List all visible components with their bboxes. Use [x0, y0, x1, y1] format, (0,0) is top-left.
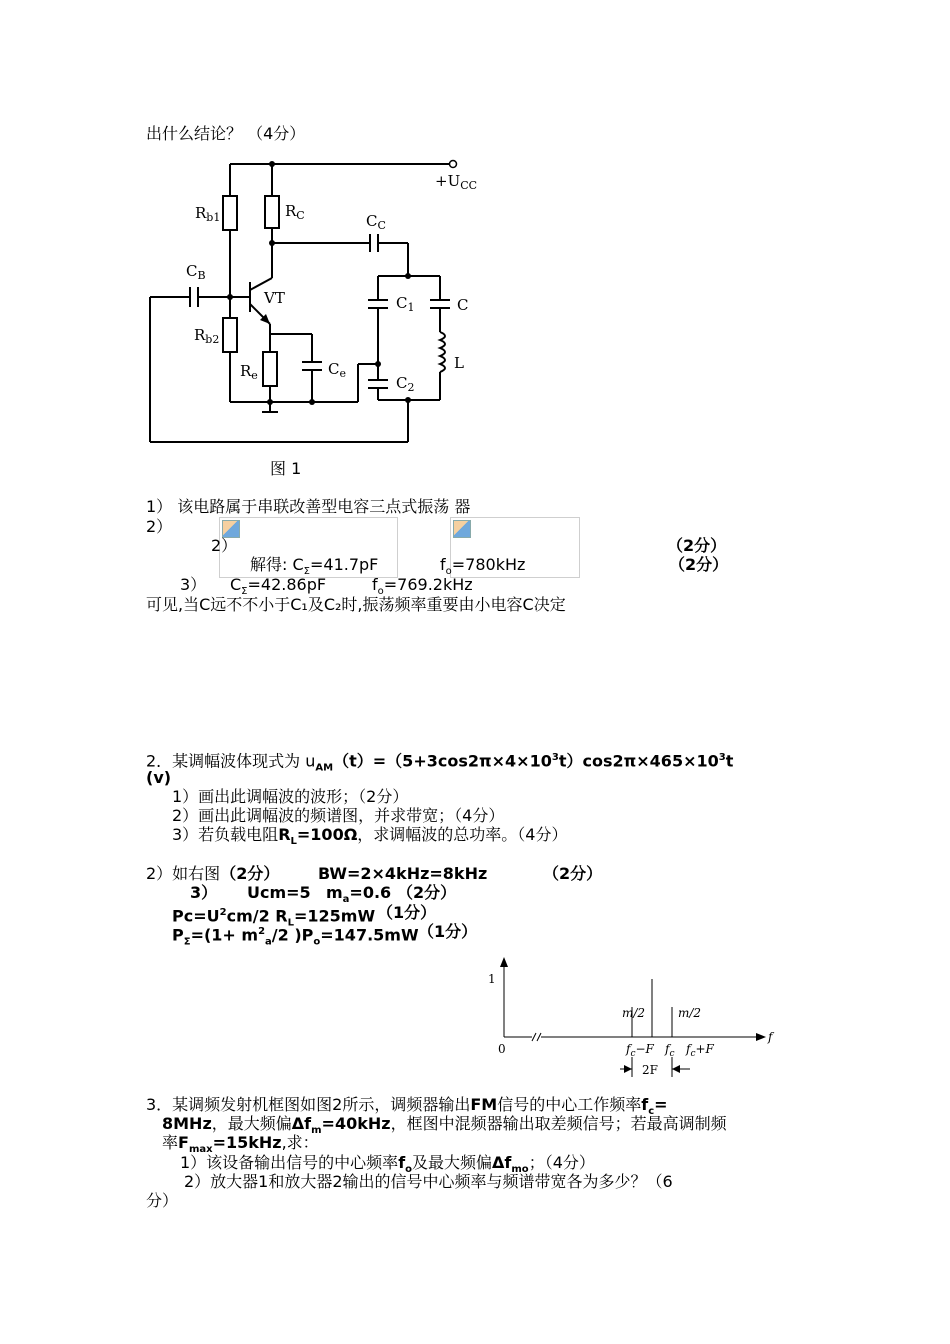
spectrum-origin: 0 — [498, 1042, 506, 1056]
answer-1-fo: $f_o=780kHz$ — [440, 555, 526, 578]
answer-1-line-5-fo: $f_o=769.2kHz$ — [372, 575, 473, 598]
vt-label: VT — [264, 289, 285, 307]
re-label: $R_e$ — [240, 362, 258, 382]
cb-label: $C_B$ — [186, 262, 206, 282]
ucc-label: $+U_{CC}$ — [435, 172, 478, 192]
spectrum-bw: 2F — [642, 1063, 658, 1077]
answer-1-line-6: 可见,当C远不不小于C₁及C₂时,振荡频率重要由小电容C决定 — [146, 595, 566, 614]
c-label: C — [457, 296, 469, 314]
answer-2-psum: $P_\Sigma=(1+ m^2_a/2$ )$P_o=147.5mW$ — [172, 925, 419, 948]
answer-2-psum-score: （1分） — [418, 922, 478, 941]
spectrum-fc: $f_c$ — [665, 1042, 675, 1059]
q3-sub-1: 1）该设备输出信号的中心频率$f_o$及最大频偏$\Delta f_{mo}$；（4分） — [180, 1153, 595, 1176]
spectrum-m-right: m/2 — [678, 1006, 702, 1020]
answer-2-ma: $m_a=0.6$ — [326, 883, 392, 906]
answer-1-line-5: $C_\Sigma=42.86pF$ — [230, 575, 327, 598]
c1-label: $C_1$ — [396, 294, 415, 314]
c2-label: $C_2$ — [396, 374, 415, 394]
q3-line-3: 率$F_{max}=15kHz$,求： — [162, 1133, 319, 1156]
broken-image-icon-2 — [453, 520, 471, 538]
score-2: （2分） — [669, 555, 729, 574]
q3-sub-2-cont: 分） — [146, 1191, 179, 1210]
spectrum-diagram — [480, 955, 790, 1085]
answer-2-line-1: 2）如右图（2分） — [146, 864, 280, 883]
score-1: （2分） — [667, 536, 727, 555]
q3-sub-2: 2）放大器1和放大器2输出的信号中心频率与频谱带宽各为多少？（6 — [184, 1172, 673, 1191]
answer-1-line-5-num: 3） — [180, 575, 207, 594]
spectrum-m-left: m/2 — [622, 1006, 646, 1020]
ce-label: $C_e$ — [328, 360, 346, 380]
spectrum-fc-minus-f: $f_c-F$ — [626, 1042, 654, 1059]
answer-1-line-2: 2） — [146, 517, 173, 536]
q3-line-2: 8MHz，最大频偏$\Delta f_m=40kHz$，框图中混频器输出取差频信号；若最高调制频 — [162, 1114, 727, 1137]
rc-label: $R_C$ — [285, 202, 305, 222]
figure-caption: 图 1 — [270, 459, 302, 478]
answer-2-pc-score: （1分） — [377, 903, 437, 922]
q2-sub-2: 2）画出此调幅波的频谱图，并求带宽；（4分） — [172, 806, 505, 825]
answer-2-pc: $Pc=U^2cm/2$ $R_L=125mW$ — [172, 906, 376, 929]
q2-sub-3: 3）若负载电阻$R_L=100\Omega$，求调幅波的总功率。（4分） — [172, 825, 568, 848]
l-label: L — [454, 354, 464, 372]
q2-sub-1: 1）画出此调幅波的波形；（2分） — [172, 787, 409, 806]
q3-line-1: 3．某调频发射机框图如图2所示，调频器输出FM信号的中心工作频率$f_c=$ — [146, 1095, 668, 1118]
answer-2-line-2-num: 3） — [190, 883, 218, 902]
spectrum-x-axis-label: f — [768, 1030, 773, 1044]
answer-2-ma-score: （2分） — [397, 883, 457, 902]
circuit-diagram — [140, 150, 490, 450]
intro-line: 出什么结论？ （4分） — [146, 124, 306, 143]
rb2-label: $R_{b2}$ — [194, 326, 220, 346]
spectrum-fc-plus-f: $f_c+F$ — [686, 1042, 714, 1059]
cc-label: $C_C$ — [366, 212, 386, 232]
spectrum-y-tick: 1 — [488, 972, 496, 986]
q2-line-1: 2．某调幅波体现式为 $u_{AM}(t)=(5+3\cos 2\pi\times 4\times 10^3t)\cos 2\pi\times 465\times 10^3t$ — [146, 751, 734, 774]
answer-1-line-4: 解得: $C_\Sigma=41.7pF$ — [250, 555, 379, 578]
answer-2-bw-score: （2分） — [543, 864, 603, 883]
answer-1-line-1: 1） 该电路属于串联改善型电容三点式振荡 器 — [146, 497, 471, 516]
answer-2-ucm: Ucm=5 — [247, 883, 311, 902]
answer-2-bw: BW=2×4kHz=8kHz — [318, 864, 488, 883]
rb1-label: $R_{b1}$ — [195, 204, 221, 224]
answer-1-line-3: 2） — [211, 536, 238, 555]
q2-line-2: (v) — [146, 768, 172, 787]
